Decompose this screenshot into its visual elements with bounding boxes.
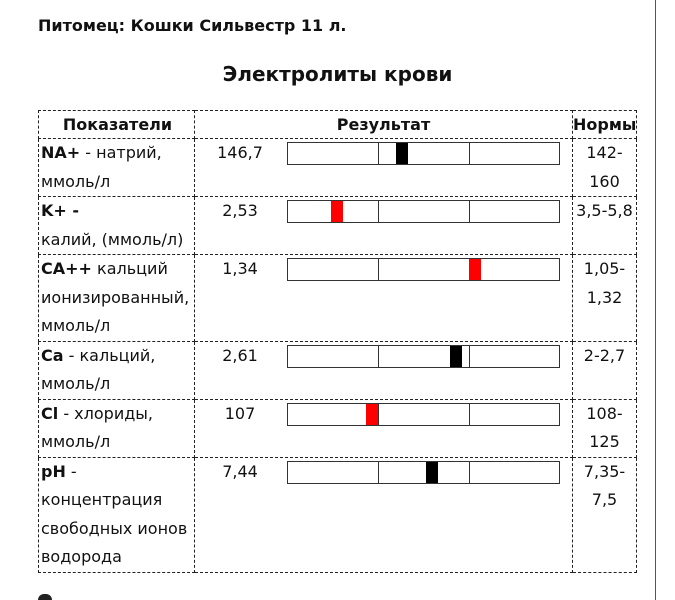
indicator-code: pH [41, 461, 66, 481]
indicator-code: K+ - [41, 201, 80, 220]
page-edge-line [655, 0, 656, 600]
result-cell [195, 399, 573, 457]
range-bar [287, 142, 560, 165]
result-cell [195, 341, 573, 399]
range-divider [469, 404, 470, 425]
result-value: 107 [224, 403, 256, 423]
table-row [39, 341, 637, 399]
value-marker [426, 462, 438, 483]
indicator-cell [39, 197, 195, 255]
value-marker [469, 259, 481, 280]
range-bar [287, 345, 560, 368]
header-result: Результат [195, 111, 573, 139]
indicator-cell [39, 139, 195, 197]
indicator-desc: кальций ионизированный, ммоль/л [41, 259, 190, 335]
range-divider [378, 201, 379, 222]
norm-cell: 1,05-1,32 [573, 255, 637, 342]
result-cell [195, 255, 573, 342]
indicator-desc: - концентрация свободных ионов водорода [41, 461, 188, 566]
result-value: 2,61 [222, 345, 258, 365]
norm-cell: 3,5-5,8 [573, 197, 637, 255]
range-divider [378, 143, 379, 164]
range-bar [287, 258, 560, 281]
range-divider [378, 259, 379, 280]
indicator-desc: калий, (ммоль/л) [41, 229, 184, 249]
result-value: 7,44 [222, 461, 258, 481]
cut-off-glyph [38, 594, 52, 600]
range-bar [287, 403, 560, 426]
range-divider [469, 143, 470, 164]
indicator-cell [39, 399, 195, 457]
value-marker [450, 346, 462, 367]
indicator-code: Cl [41, 403, 59, 423]
value-marker [331, 201, 343, 222]
table-row [39, 399, 637, 457]
result-value: 1,34 [222, 259, 258, 278]
indicator-cell [39, 457, 195, 572]
range-divider [378, 346, 379, 367]
indicator-desc: - кальций, ммоль/л [41, 345, 156, 393]
range-divider [469, 346, 470, 367]
header-indicators: Показатели [39, 111, 195, 139]
range-divider [378, 404, 379, 425]
norm-cell: 7,35-7,5 [573, 457, 637, 572]
norm-cell: 142-160 [573, 139, 637, 197]
indicator-desc: - хлориды, ммоль/л [41, 403, 153, 451]
range-divider [469, 462, 470, 483]
range-bar [287, 200, 560, 223]
indicator-cell [39, 341, 195, 399]
range-divider [469, 201, 470, 222]
norm-cell: 2-2,7 [573, 341, 637, 399]
norm-cell: 108-125 [573, 399, 637, 457]
table-row [39, 139, 637, 197]
result-cell [195, 197, 573, 255]
range-divider [378, 462, 379, 483]
table-row [39, 255, 637, 342]
value-marker [396, 143, 408, 164]
result-value: 2,53 [222, 201, 258, 220]
value-marker [366, 404, 378, 425]
pet-info: Питомец: Кошки Сильвестр 11 л. [38, 16, 347, 35]
table-row [39, 457, 637, 572]
table-row [39, 197, 637, 255]
table-header-row [39, 111, 637, 139]
result-value: 146,7 [217, 143, 263, 162]
page-title: Электролиты крови [222, 62, 453, 86]
indicator-desc: - натрий, ммоль/л [41, 143, 162, 191]
result-cell [195, 457, 573, 572]
indicator-code: Ca [41, 345, 64, 365]
electrolytes-table [38, 110, 637, 573]
indicator-code: CA++ [41, 259, 92, 278]
range-bar [287, 461, 560, 484]
indicator-cell [39, 255, 195, 342]
header-norms: Нормы [573, 111, 637, 139]
indicator-code: NA+ [41, 143, 81, 162]
result-cell [195, 139, 573, 197]
